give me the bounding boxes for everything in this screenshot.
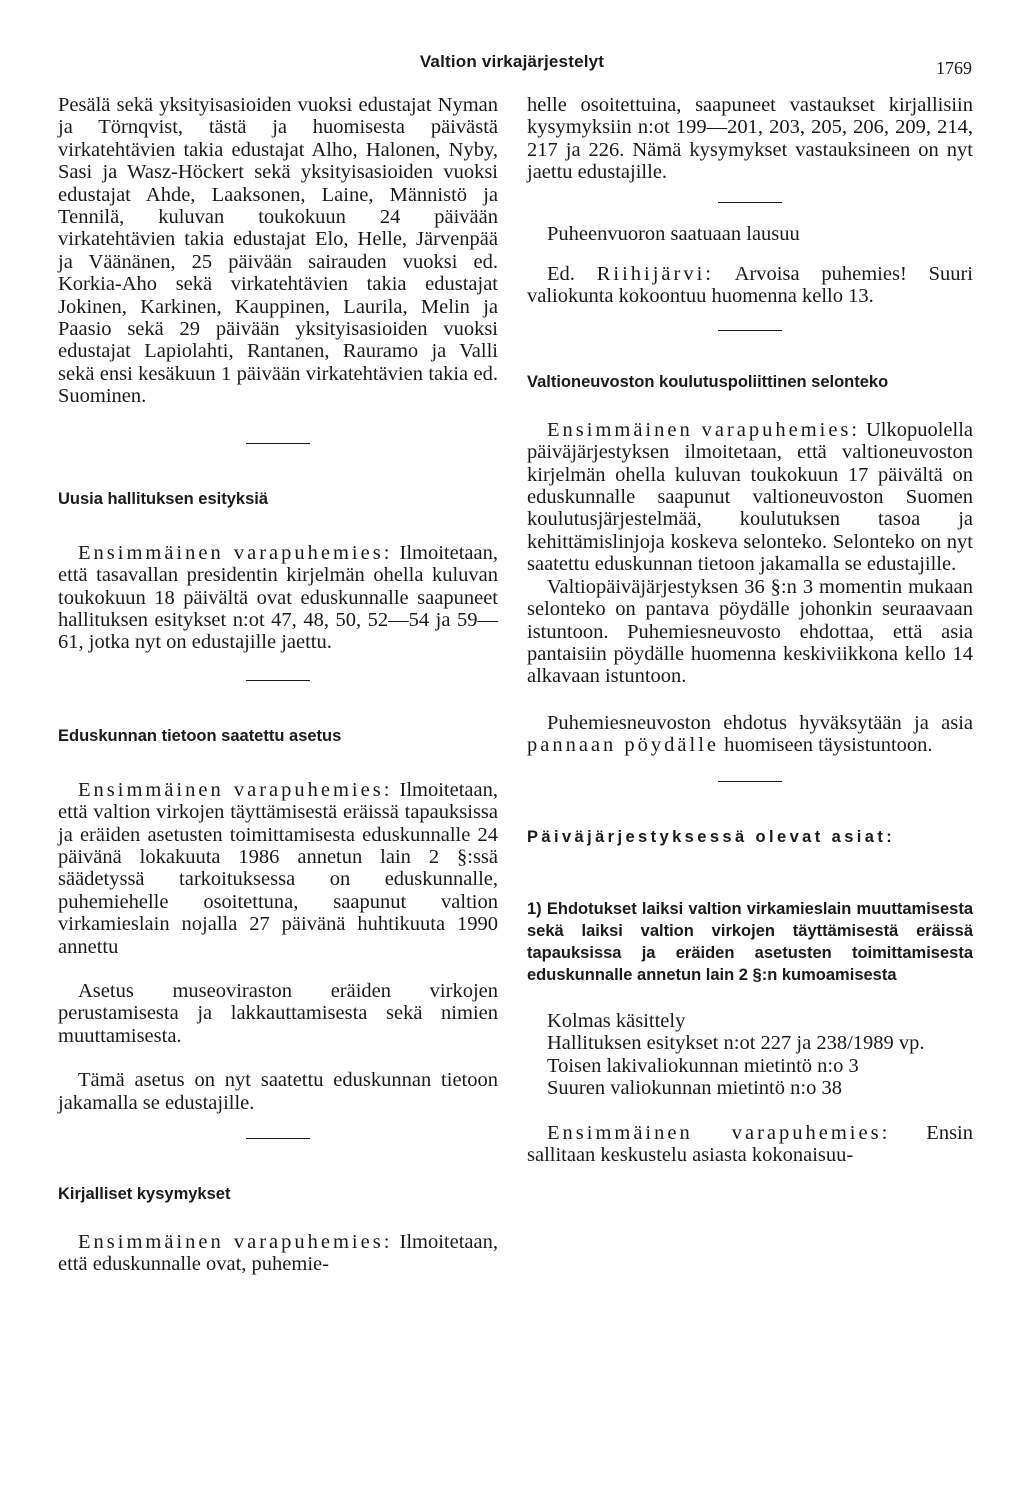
speaker-label: Ensimmäinen varapuhemies:: [78, 778, 393, 801]
paragraph-decree-title: Asetus museoviraston eräiden virkojen perustamisesta ja lakkauttamisesta sekä nimien muuttamisesta.: [58, 979, 498, 1047]
speaker-label: Ensimmäinen varapuhemies:: [547, 418, 861, 441]
reading-details: [527, 1010, 973, 1100]
paragraph-answers: helle osoitettuina, saapuneet vastaukset kirjallisiin kysymyksiin n:ot 199—201, 203, 205, 206, 209, 214, 217 ja 226. Nämä kysymykset vastauksineen on nyt jaettu edustajille.: [527, 94, 973, 184]
heading-agenda-item-1: 1) Ehdotukset laiksi valtion virkamieslain muuttamisesta sekä laiksi valtion virkojen täyttämisestä eräissä tapauksissa ja eräiden asetusten toimittamisesta eduskunnalle annetun lain 2 §:n kumoamisesta: [527, 899, 973, 984]
heading-agenda-items: Päiväjärjestyksessä olevat asiat:: [527, 827, 896, 846]
paragraph-text: Ulkopuolella päiväjärjestyksen ilmoitetaan, että valtioneuvoston kirjelmän ohella kuluvan toukokuun 17 päivältä on eduskunnalle saapunut valtioneuvoston Suomen koulutusjärjestelmää, koulutuksen tasoa ja kehittämislinjoja koskeva selonteko. Selonteko on nyt saatettu eduskunnan tietoon jakamalla se edustajille.: [527, 418, 973, 576]
paragraph-text: Ilmoitetaan, että eduskunnalle ovat, puhemie-: [58, 1231, 498, 1276]
paragraph-text: Ensin sallitaan keskustelu asiasta kokonaisuu-: [527, 1121, 973, 1166]
heading-new-government-bills: Uusia hallituksen esityksiä: [58, 489, 269, 508]
running-header-title: Valtion virkajärjestelyt: [419, 52, 605, 71]
speaker-label: Ensimmäinen varapuhemies:: [78, 1231, 393, 1253]
paragraph-text: Arvoisa puhemies! Suuri valiokunta kokoontuu huomenna kello 13.: [527, 263, 973, 308]
speaker-prefix: Ed.: [547, 263, 575, 286]
emphasis-text: pannaan pöydälle: [527, 734, 720, 757]
reading-line: Suuren valiokunnan mietintö n:o 38: [547, 1077, 842, 1100]
speaker-name: Riihijärvi:: [596, 263, 714, 286]
reading-line: Toisen lakivaliokunnan mietintö n:o 3: [547, 1054, 859, 1077]
paragraph-new-bills: [58, 542, 498, 654]
speaker-label: Ensimmäinen varapuhemies:: [547, 1121, 891, 1144]
right-column: [527, 94, 973, 1166]
speaker-label: Ensimmäinen varapuhemies:: [78, 541, 393, 564]
paragraph-speech: [527, 263, 973, 308]
paragraph-education-report: [527, 419, 973, 576]
left-column: [58, 94, 498, 1276]
paragraph-table-motion: Valtiopäiväjärjestyksen 36 §:n 3 momentin mukaan selonteko on pantava pöydälle johonkin seuraavaan istuntoon. Puhemiesneuvosto ehdottaa, että asia pantaisiin pöydälle huomenna keskiviikkona kello 14 alkavaan istuntoon.: [527, 575, 973, 688]
heading-written-questions: Kirjalliset kysymykset: [58, 1185, 231, 1203]
heading-education-report: Valtioneuvoston koulutuspoliittinen selonteko: [527, 372, 889, 391]
paragraph-text: Puhemiesneuvoston ehdotus hyväksytään ja asia: [547, 711, 973, 734]
paragraph-floor-given: Puheenvuoron saatuaan lausuu: [547, 222, 800, 245]
heading-decree: Eduskunnan tietoon saatettu asetus: [58, 726, 342, 745]
page-number: 1769: [936, 58, 972, 78]
paragraph-motion-approved: [527, 712, 973, 757]
paragraph-discussion: [527, 1122, 973, 1167]
paragraph-written-questions: [58, 1231, 498, 1276]
paragraph-decree: [58, 779, 498, 958]
paragraph-text: Ilmoitetaan, että valtion virkojen täyttämisestä eräissä tapauksissa ja eräiden asetusten toimittamisesta eduskunnalle 24 päivänä lokakuuta 1986 annetun lain 2 §:ssä säädetyssä tarkoituksessa on eduskunnalle, puhemiehelle osoitettuna, saapunut valtion virkamieslain nojalla 27 päivänä huhtikuuta 1990 annettu: [58, 778, 498, 958]
paragraph-decree-distributed: Tämä asetus on nyt saatettu eduskunnan tietoon jakamalla se edustajille.: [58, 1069, 498, 1114]
paragraph-text: Ilmoitetaan, että tasavallan presidentin kirjelmän ohella kuluvan toukokuun 18 päivältä ovat eduskunnalle saapuneet hallituksen esitykset n:ot 47, 48, 50, 52—54 ja 59—61, jotka nyt on edustajille jaettu.: [58, 541, 498, 654]
reading-line: Hallituksen esitykset n:ot 227 ja 238/1989 vp.: [547, 1032, 925, 1055]
paragraph-absences: Pesälä sekä yksityisasioiden vuoksi edustajat Nyman ja Törnqvist, tästä ja huomisesta päivästä virkatehtävien takia edustajat Alho, Halonen, Nyby, Sasi ja Wasz-Höckert sekä yksityisasioiden vuoksi edustajat Ahde, Laaksonen, Laine, Männistö ja Tennilä, kuluvan toukokuun 24 päivään virkatehtävien takia edustajat Elo, Helle, Järvenpää ja Väänänen, 25 päivään sairauden vuoksi ed. Korkia-Aho sekä virkatehtävien takia edustajat Jokinen, Karkinen, Kauppinen, Laurila, Melin ja Paasio sekä 29 päivään yksityisasioiden vuoksi edustajat Lapiolahti, Rantanen, Rauramo ja Valli sekä ensi kesäkuun 1 päivään virkatehtävien takia ed. Suominen.: [58, 94, 498, 408]
reading-line: Kolmas käsittely: [547, 1009, 686, 1032]
paragraph-text: huomiseen täysistuntoon.: [724, 734, 933, 757]
